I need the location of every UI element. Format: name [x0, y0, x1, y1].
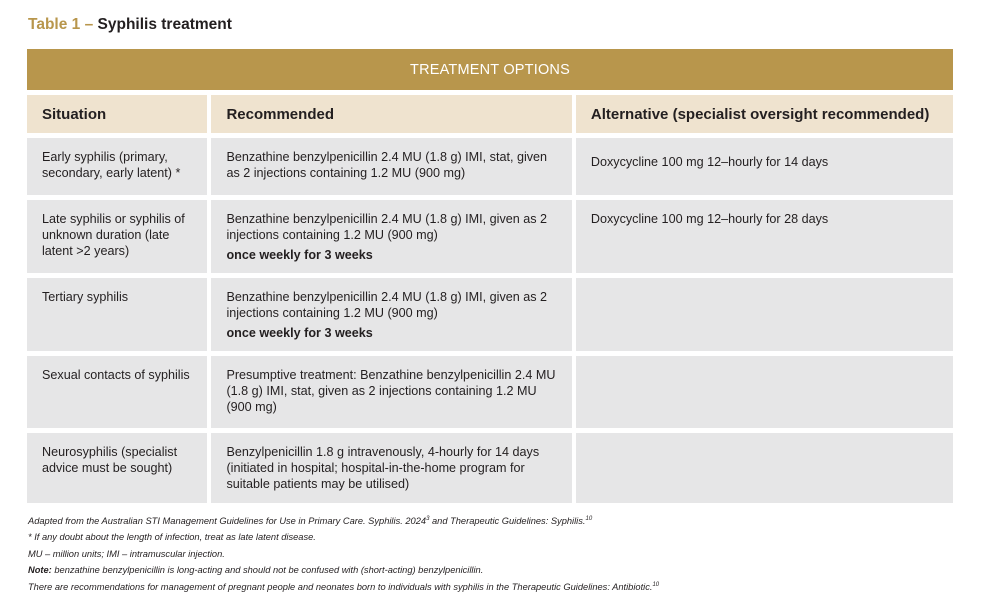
- header-situation: Situation: [27, 95, 207, 133]
- source-text: Adapted from the Australian STI Management Guidelines for Use in Primary Care. Syphilis. 2024: [28, 516, 427, 526]
- table-banner-row: [27, 49, 953, 90]
- treatment-table: [23, 44, 957, 508]
- table-row: [27, 356, 953, 428]
- header-recommended: Recommended: [211, 95, 571, 133]
- cell-recommended: Presumptive treatment: Benzathine benzylpenicillin 2.4 MU (1.8 g) IMI, stat, given as 2 injections containing 1.2 MU (900 mg): [211, 356, 571, 428]
- table-row: [27, 278, 953, 351]
- recommended-text: Benzathine benzylpenicillin 2.4 MU (1.8 g) IMI, given as 2 injections containing 1.2 MU (900 mg): [226, 290, 548, 320]
- cell-situation: Sexual contacts of syphilis: [27, 356, 207, 428]
- cell-alternative: [576, 356, 953, 428]
- cell-alternative: Doxycycline 100 mg 12–hourly for 14 days: [576, 138, 953, 195]
- source-citation-2: 10: [585, 515, 593, 522]
- footnote-source: [28, 513, 968, 529]
- cell-alternative: [576, 433, 953, 503]
- table-number: Table 1: [28, 16, 81, 33]
- cell-situation: Late syphilis or syphilis of unknown duration (late latent >2 years): [27, 200, 207, 273]
- table-banner: TREATMENT OPTIONS: [27, 49, 953, 90]
- table-row: [27, 433, 953, 503]
- cell-recommended: [211, 138, 571, 195]
- recommended-text: Benzathine benzylpenicillin 2.4 MU (1.8 g) IMI, stat, given as 2 injections containing 1.2 MU (900 mg): [226, 150, 548, 180]
- recommended-text: Benzathine benzylpenicillin 2.4 MU (1.8 g) IMI, given as 2 injections containing 1.2 MU (900 mg): [226, 212, 548, 242]
- footnote-abbreviations: MU – million units; IMI – intramuscular injection.: [28, 548, 225, 559]
- cell-alternative: Doxycycline 100 mg 12–hourly for 28 days: [576, 200, 953, 273]
- note-label: Note:: [28, 565, 52, 576]
- cell-situation: Neurosyphilis (specialist advice must be sought): [27, 433, 207, 503]
- recommended-frequency: once weekly for 3 weeks: [226, 248, 373, 262]
- note-text: benzathine benzylpenicillin is long-acting and should not be confused with (short-acting) benzylpenicillin.: [51, 565, 484, 576]
- recommended-frequency: once weekly for 3 weeks: [226, 326, 373, 340]
- footnotes: [28, 513, 968, 595]
- footnote-pregnancy: [28, 579, 968, 595]
- table-title-text: Syphilis treatment: [97, 16, 232, 33]
- header-alternative: Alternative (specialist oversight recommended): [576, 95, 953, 133]
- footnote-asterisk: * If any doubt about the length of infection, treat as late latent disease.: [28, 532, 316, 543]
- cell-recommended: [211, 200, 571, 273]
- footnote-note: [28, 562, 968, 578]
- source-citation: 3: [426, 515, 430, 522]
- source-text-2: and Therapeutic Guidelines: Syphilis.: [429, 516, 586, 526]
- table-row: [27, 138, 953, 195]
- table-title: [28, 16, 232, 34]
- cell-recommended: [211, 278, 571, 351]
- pregnancy-citation: 10: [652, 581, 660, 588]
- table-header-row: [27, 95, 953, 133]
- pregnancy-text: There are recommendations for management of pregnant people and neonates born to individuals with syphilis in the Therapeutic Guidelines: Antibiotic.: [28, 581, 653, 592]
- table-row: [27, 200, 953, 273]
- cell-situation: Early syphilis (primary, secondary, early latent) *: [27, 138, 207, 195]
- title-dash: –: [84, 16, 94, 33]
- cell-alternative: [576, 278, 953, 351]
- cell-situation: Tertiary syphilis: [27, 278, 207, 351]
- cell-recommended: Benzylpenicillin 1.8 g intravenously, 4-hourly for 14 days (initiated in hospital; hospital-in-the-home program for suitable patients may be utilised): [211, 433, 571, 503]
